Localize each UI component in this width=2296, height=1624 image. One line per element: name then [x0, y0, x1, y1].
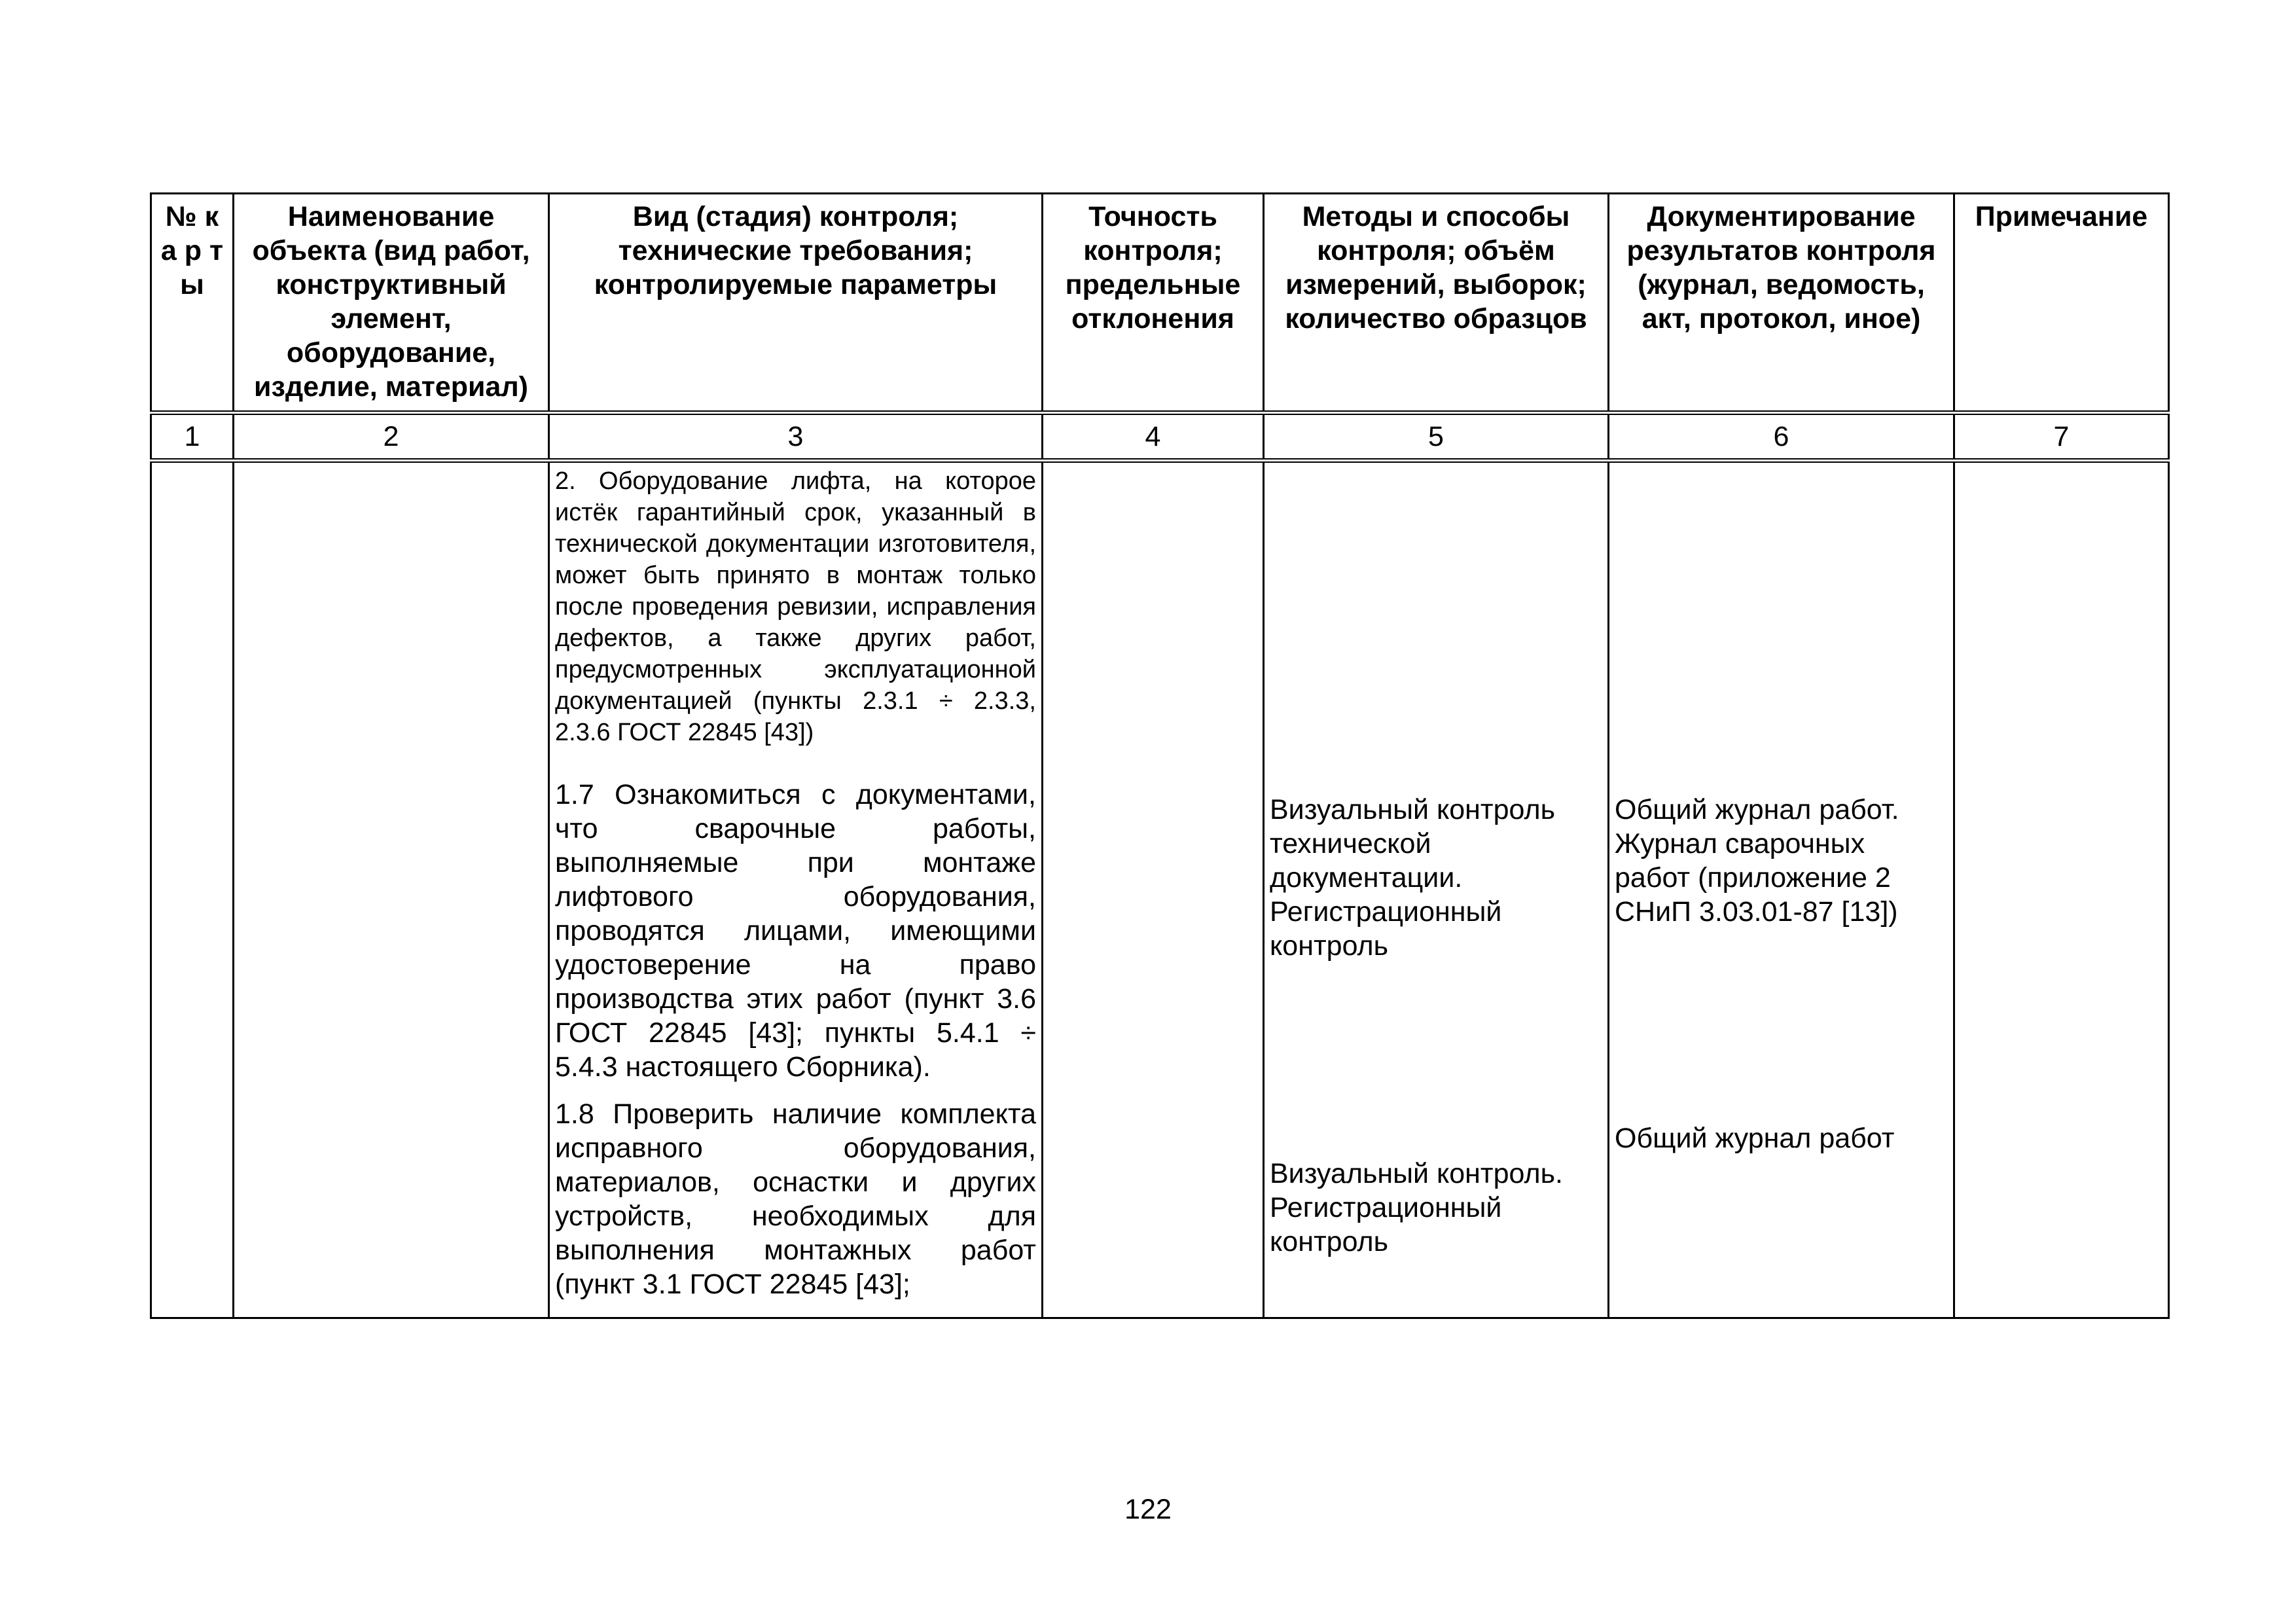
column-number-row: [151, 413, 2169, 461]
methods-cell: [1264, 461, 1609, 1318]
documentation-text: Общий журнал работ.: [1615, 794, 1899, 825]
column-number: 1: [151, 413, 234, 461]
control-table: [150, 192, 2170, 1319]
method-text: Регистрационный контроль: [1270, 1192, 1502, 1257]
note-cell: [1954, 461, 2169, 1318]
documentation-cell: [1609, 461, 1954, 1318]
object-name-cell: [234, 461, 549, 1318]
column-number: 5: [1264, 413, 1609, 461]
header-card-number: № к а р т ы: [151, 194, 234, 413]
table-row: [151, 461, 2169, 1318]
column-number: 2: [234, 413, 549, 461]
header-control-type: Вид (стадия) контроля; технические требования; контролируемые параметры: [549, 194, 1043, 413]
page-number: 122: [1124, 1494, 1172, 1525]
documentation-text: Общий журнал работ: [1615, 1123, 1895, 1154]
header-object-name: Наименование объекта (вид работ, конструктивный элемент, оборудование, изделие, материал): [234, 194, 549, 413]
method-text: Регистрационный контроль: [1270, 896, 1502, 962]
column-number: 6: [1609, 413, 1954, 461]
header-accuracy: Точность контроля; предельные отклонения: [1043, 194, 1264, 413]
header-methods: Методы и способы контроля; объём измерений, выборок; количество образцов: [1264, 194, 1609, 413]
control-requirements-cell: [549, 461, 1043, 1318]
header-row: [151, 194, 2169, 413]
requirement-paragraph: 1.8 Проверить наличие комплекта исправного оборудования, материалов, оснастки и других устройств, необходимых для выполнения монтажных работ (пункт 3.1 ГОСТ 22845 [43];: [555, 1098, 1036, 1300]
card-number-cell: [151, 461, 234, 1318]
header-documentation: Документирование результатов контроля (журнал, ведомость, акт, протокол, иное): [1609, 194, 1954, 413]
header-note: Примечание: [1954, 194, 2169, 413]
requirement-paragraph: 1.7 Ознакомиться с документами, что сварочные работы, выполняемые при монтаже лифтового оборудования, проводятся лицами, имеющими удостоверение на право производства этих работ (пункт 3.6 ГОСТ 22845 [43]; пункты 5.4.1 ÷ 5.4.3 настоящего Сборника).: [555, 779, 1036, 1083]
method-text: Визуальный контроль.: [1270, 1158, 1563, 1189]
column-number: 4: [1043, 413, 1264, 461]
requirement-paragraph: 2. Оборудование лифта, на которое истёк гарантийный срок, указанный в технической документации изготовителя, может быть принято в монтаж только после проведения ревизии, исправления дефектов, а также других работ, предусмотренных эксплуатационной документацией (пункты 2.3.1 ÷ 2.3.3, 2.3.6 ГОСТ 22845 [43]): [555, 467, 1036, 746]
column-number: 7: [1954, 413, 2169, 461]
column-number: 3: [549, 413, 1043, 461]
documentation-text: Журнал сварочных работ (приложение 2 СНиП 3.03.01-87 [13]): [1615, 828, 1898, 928]
accuracy-cell: [1043, 461, 1264, 1318]
method-text: Визуальный контроль технической документации.: [1270, 794, 1556, 893]
